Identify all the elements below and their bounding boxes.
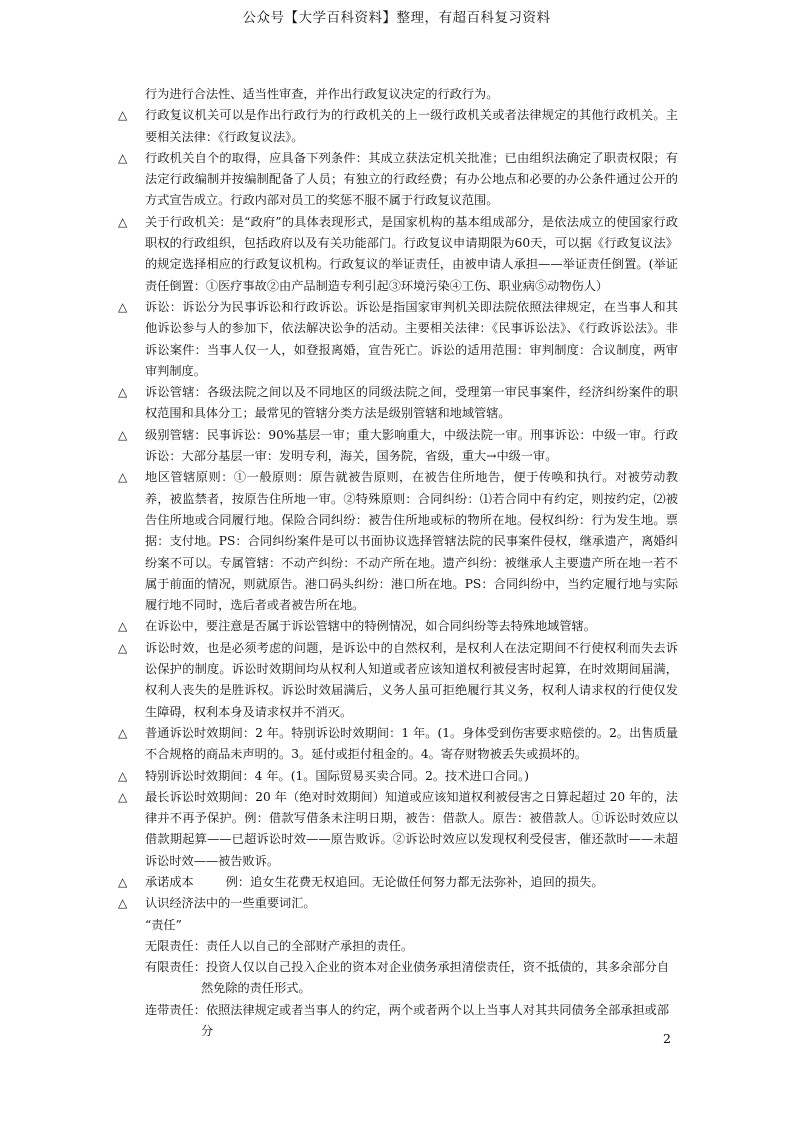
triangle-bullet-icon: △ bbox=[118, 640, 128, 655]
page-number: 2 bbox=[663, 1031, 671, 1046]
triangle-bullet-icon: △ bbox=[118, 214, 128, 229]
definition-unlimited: 无限责任：责任人以自己的全部财产承担的责任。 bbox=[145, 938, 414, 953]
promise-term: 承诺成本 bbox=[145, 874, 194, 889]
triangle-bullet-icon: △ bbox=[118, 789, 128, 804]
triangle-bullet-icon: △ bbox=[118, 619, 128, 634]
paragraph-10: △ 普通诉讼时效期间：2 年。特别诉讼时效期间：1 年。(1。身体受到伤害要求赔偿的。2。出售质量不合规格的商品未声明的。3。延付或拒付租金的。4。寄存财物被丢失或损坏的。 bbox=[118, 723, 678, 766]
lead-text: 行为进行合法性、适当性审查，并作出行政复议决定的行政行为。 bbox=[145, 87, 499, 101]
paragraph-1: △ 行政复议机关可以是作出行政行为的行政机关的上一级行政机关或者法律规定的其他行政机关。主要相关法律：《行政复议法》。 bbox=[118, 105, 678, 148]
paragraph-2: △ 行政机关自个的取得，应具备下列条件：其成立获法定机关批准；已由组织法确定了职责权限；有法定行政编制并按编制配备了人员；有独立的行政经费；有办公地点和必要的办公条件通过公开的方式宣告成立。行政内部对员工的奖惩不服不属于行政复议范围。 bbox=[118, 148, 678, 212]
triangle-bullet-icon: △ bbox=[118, 470, 128, 485]
paragraph-6: △ 级别管辖：民事诉讼：90%基层一审；重大影响重大，中级法院一审。刑事诉讼：中级一审。行政诉讼：大部分基层一审：发明专利，海关，国务院，省级，重大→中级一审。 bbox=[118, 425, 678, 468]
paragraph-12: △ 最长诉讼时效期间：20 年（绝对时效期间）知道或应该知道权利被侵害之日算起超过 20 年的，法律并不再予保护。例：借款写借条未注明日期，被告：借款人。原告：被借款人。①诉讼时效应以借款期起算——已超诉讼时效——原告败诉。②诉讼时效应以发现权利受侵害，催还款时——未超诉讼时效——被告败诉。 bbox=[118, 787, 678, 872]
triangle-bullet-icon: △ bbox=[118, 385, 128, 400]
promise-example: 例：追女生花费无权追回。无论做任何努力都无法弥补，追回的损失。 bbox=[225, 874, 604, 889]
triangle-bullet-icon: △ bbox=[118, 725, 128, 740]
paragraph-8: △ 在诉讼中，要注意是否属于诉讼管辖中的特例情况，如合同纠纷等去特殊地域管辖。 bbox=[118, 616, 678, 637]
paragraph-vocab: △ 认识经济法中的一些重要词汇。 bbox=[118, 893, 678, 914]
triangle-bullet-icon: △ bbox=[118, 427, 128, 442]
paragraph-9: △ 诉讼时效，也是必须考虑的问题，是诉讼中的自然权利，是权利人在法定期间不行使权利而失去诉讼保护的制度。诉讼时效期间均从权利人知道或者应该知道权利被侵害时起算，在时效期间届满，权利人丧失的是胜诉权。诉讼时效届满后，义务人虽可拒绝履行其义务，权利人请求权的行使仅发生障碍，权利本身及请求权并不消灭。 bbox=[118, 638, 678, 723]
paragraph-5: △ 诉讼管辖：各级法院之间以及不同地区的同级法院之间，受理第一审民事案件，经济纠纷案件的职权范围和具体分工；最常见的管辖分类方法是级别管辖和地域管辖。 bbox=[118, 382, 678, 425]
paragraph-4: △ 诉讼：诉讼分为民事诉讼和行政诉讼。诉讼是指国家审判机关即法院依照法律规定，在当事人和其他诉讼参与人的参加下，依法解决讼争的活动。主要相关法律：《民事诉讼法》、《行政诉讼法》。非诉讼案件：当事人仅一人，如登报离婚，宣告死亡。诉讼的适用范围：审判制度：合议制度，两审审判制度。 bbox=[118, 297, 678, 382]
document-body bbox=[118, 84, 678, 1042]
definition-term: 无限责任： bbox=[145, 938, 206, 953]
triangle-bullet-icon: △ bbox=[118, 768, 128, 783]
paragraph-7: △ 地区管辖原则：①一般原则：原告就被告原则，在被告住所地告，便于传唤和执行。对被劳动教养，被监禁者，按原告住所地一审。②特殊原则：合同纠纷：⑴若合同中有约定，则按约定，⑵被告住所地或合同履行地。保险合同纠纷：被告住所地或标的物所在地。侵权纠纷：行为发生地。票据：支付地。PS：合同纠纷案件是可以书面协议选择管辖法院的民事案件侵权，继承遗产，离婚纠纷案不可以。专属管辖：不动产纠纷：不动产所在地。遗产纠纷：被继承人主要遗产所在地一若不属于前面的情况，则就原告。港口码头纠纷：港口所在地。PS：合同纠纷中，当约定履行地与实际履行地不同时，选后者或者被告所在地。 bbox=[118, 467, 678, 616]
triangle-bullet-icon: △ bbox=[118, 874, 128, 889]
definition-term: 有限责任： bbox=[145, 960, 206, 975]
definition-joint: 连带责任：依照法律规定或者当事人的约定，两个或者两个以上当事人对其共同债务全部承担或部分 bbox=[145, 1002, 670, 1039]
triangle-bullet-icon: △ bbox=[118, 299, 128, 314]
triangle-bullet-icon: △ bbox=[118, 108, 128, 123]
paragraph-promise-cost bbox=[118, 872, 678, 893]
paragraph-11: △ 特别诉讼时效期间：4 年。(1。国际贸易买卖合同。2。技术进口合同。) bbox=[118, 766, 678, 787]
definition-term: 连带责任： bbox=[145, 1002, 206, 1017]
triangle-bullet-icon: △ bbox=[118, 150, 128, 165]
responsibility-heading: “责任” bbox=[145, 917, 182, 932]
definition-limited: 有限责任：投资人仅以自己投入企业的资本对企业债务承担清偿责任，资不抵债的，其多余部分自然免除的责任形式。 bbox=[145, 960, 670, 996]
page-header: 公众号【大学百科资料】整理，有超百科复习资料 bbox=[242, 10, 551, 26]
triangle-bullet-icon: △ bbox=[118, 896, 128, 911]
paragraph-3: △ 关于行政机关：是“政府”的具体表现形式，是国家机构的基本组成部分，是依法成立的使国家行政职权的行政组织，包括政府以及有关功能部门。行政复议申请期限为60天，可以据《行政复议法》的规定选择相应的行政复议机构。行政复议的举证责任，由被申请人承担——举证责任倒置。(举证责任倒置：①医疗事故②由产品制造专利引起③环境污染④工伤、职业病⑤动物伤人） bbox=[118, 212, 678, 297]
